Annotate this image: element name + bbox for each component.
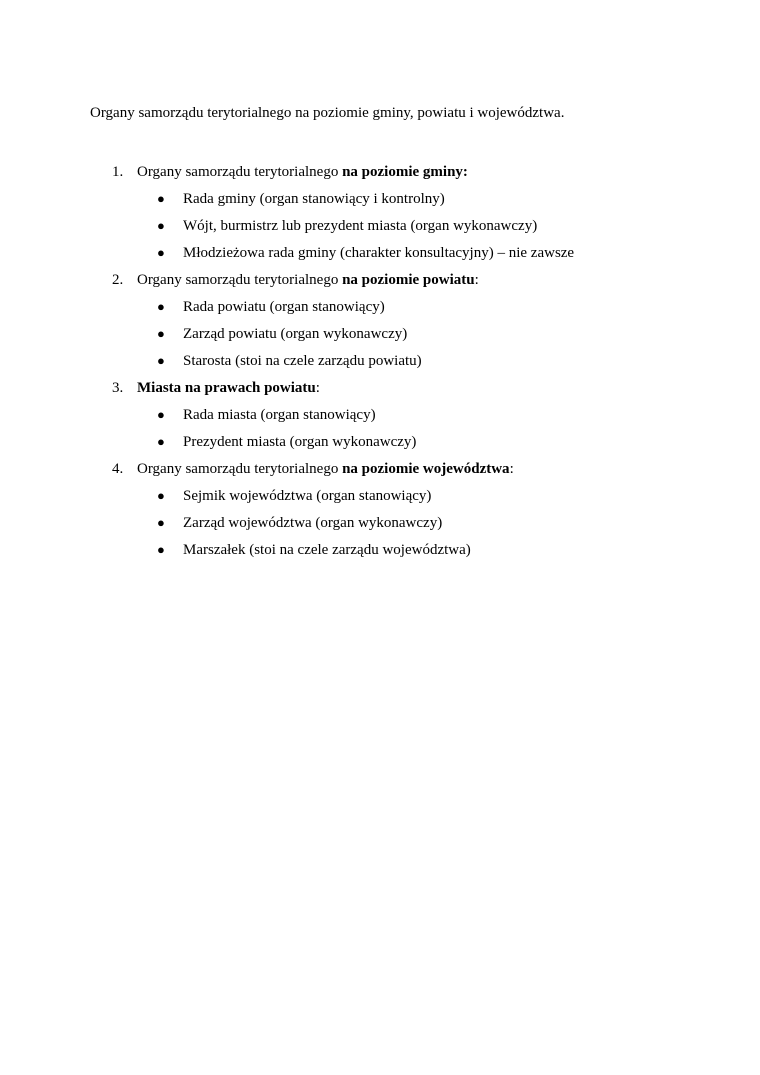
section-heading-bold: na poziomie gminy: [342,164,468,180]
list-item [0,241,760,268]
section-heading-bold: na poziomie powiatu [342,272,475,288]
list-item-text: Zarząd województwa (organ wykonawczy) [183,515,443,531]
list-item-text: Zarząd powiatu (organ wykonawczy) [183,326,408,342]
section-heading [0,457,760,484]
bullet-icon: ● [157,353,165,368]
section-heading-text [137,376,320,400]
section-heading-suffix: : [474,272,479,288]
section-heading-bold: na poziomie województwa [342,461,510,477]
list-item-text: Sejmik województwa (organ stanowiący) [183,488,432,504]
list-section [0,268,760,376]
bullet-icon: ● [157,218,165,233]
list-item [0,322,760,349]
list-item [0,430,760,457]
section-heading-suffix: : [315,380,320,396]
list-item-text: Młodzieżowa rada gminy (charakter konsultacyjny) – nie zawsze [183,245,575,261]
section-number: 3. [112,380,124,396]
list-item-text: Marszałek (stoi na czele zarządu województwa) [183,542,471,558]
bullet-icon: ● [157,407,165,422]
bullet-list [0,403,760,457]
list-item-text: Starosta (stoi na czele zarządu powiatu) [183,353,422,369]
list-item-text: Prezydent miasta (organ wykonawczy) [183,434,417,450]
list-section [0,160,760,268]
list-item-text: Rada miasta (organ stanowiący) [183,407,376,423]
list-item [0,187,760,214]
bullet-list [0,187,760,268]
list-item [0,403,760,430]
section-heading-suffix: : [509,461,514,477]
section-heading-text [137,457,514,481]
section-heading-prefix: Organy samorządu terytorialnego [137,164,343,180]
bullet-icon: ● [157,488,165,503]
list-item-text: Rada gminy (organ stanowiący i kontrolny) [183,191,445,207]
list-item-text: Wójt, burmistrz lub prezydent miasta (organ wykonawczy) [183,218,538,234]
section-heading-prefix: Organy samorządu terytorialnego [137,461,343,477]
bullet-list [0,295,760,376]
list-item [0,484,760,511]
bullet-icon: ● [157,434,165,449]
list-item [0,349,760,376]
bullet-icon: ● [157,299,165,314]
section-heading-prefix: Organy samorządu terytorialnego [137,272,343,288]
section-heading [0,268,760,295]
bullet-icon: ● [157,326,165,341]
list-section [0,376,760,457]
section-heading [0,160,760,187]
section-number: 4. [112,461,124,477]
bullet-list [0,484,760,565]
numbered-list [0,160,760,565]
bullet-icon: ● [157,542,165,557]
list-section [0,457,760,565]
bullet-icon: ● [157,515,165,530]
section-number: 1. [112,164,124,180]
bullet-icon: ● [157,191,165,206]
section-heading-text [137,160,468,184]
list-item-text: Rada powiatu (organ stanowiący) [183,299,385,315]
section-heading-bold: Miasta na prawach powiatu [137,380,316,396]
bullet-icon: ● [157,245,165,260]
list-item [0,214,760,241]
document-title: Organy samorządu terytorialnego na poziomie gminy, powiatu i województwa. [90,105,565,121]
list-item [0,511,760,538]
section-heading-text [137,268,479,292]
list-item [0,295,760,322]
list-item [0,538,760,565]
section-heading [0,376,760,403]
section-number: 2. [112,272,124,288]
